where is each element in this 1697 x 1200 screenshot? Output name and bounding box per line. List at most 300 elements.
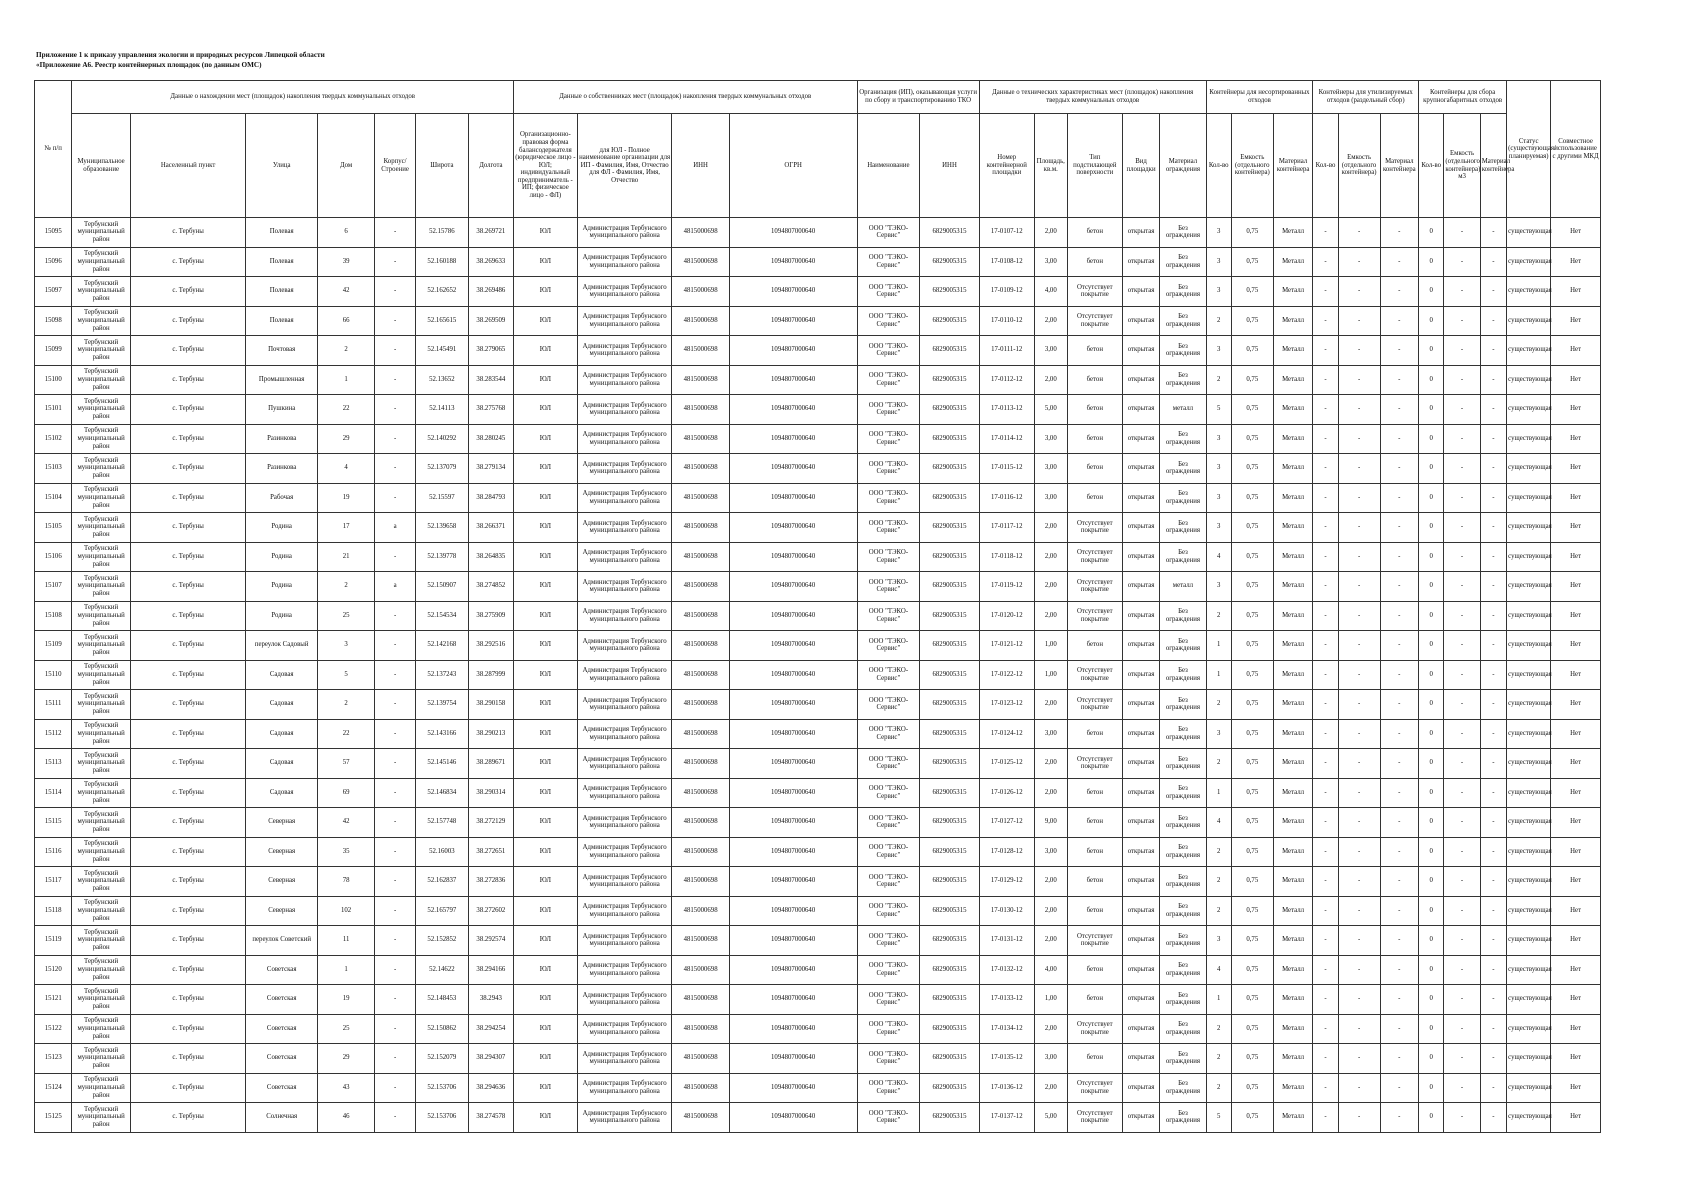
- cell-latitude: 52.160188: [415, 247, 468, 277]
- cell-site-number: 17-0130-12: [979, 896, 1034, 926]
- cell-building: а: [375, 572, 416, 602]
- cell-unsorted-volume: 0,75: [1231, 837, 1273, 867]
- cell-recycle-material: -: [1380, 424, 1419, 454]
- cell-unsorted-material: Металл: [1273, 1014, 1313, 1044]
- cell-recycle-material: -: [1380, 867, 1419, 897]
- cell-shared: Нет: [1551, 542, 1601, 572]
- cell-owner-ogrn: 1094807000640: [729, 395, 857, 425]
- cell-surface: бетон: [1067, 719, 1122, 749]
- cell-recycle-volume: -: [1338, 306, 1380, 336]
- cell-building: -: [375, 424, 416, 454]
- cell-site-number: 17-0134-12: [979, 1014, 1034, 1044]
- cell-bulky-volume: -: [1444, 837, 1480, 867]
- cell-fence: Без ограждения: [1160, 719, 1206, 749]
- cell-recycle-material: -: [1380, 719, 1419, 749]
- cell-site-number: 17-0126-12: [979, 778, 1034, 808]
- cell-recycle-volume: -: [1338, 1044, 1380, 1074]
- cell-status: существующая: [1507, 336, 1551, 366]
- cell-owner-inn: 4815000698: [672, 1073, 729, 1103]
- cell-bulky-material: -: [1480, 896, 1506, 926]
- cell-house: 57: [317, 749, 374, 779]
- cell-street: Советская: [246, 955, 318, 985]
- cell-owner-name: Администрация Тербунского муниципального района: [577, 660, 672, 690]
- cell-bulky-material: -: [1480, 454, 1506, 484]
- cell-area: 2,00: [1034, 749, 1067, 779]
- cell-owner-name: Администрация Тербунского муниципального района: [577, 690, 672, 720]
- col-site-number: Номер контейнерной площадки: [979, 114, 1034, 218]
- cell-municipality: Тербунский муниципальный район: [72, 572, 130, 602]
- cell-area: 2,00: [1034, 867, 1067, 897]
- table-row: [35, 1014, 1601, 1044]
- cell-latitude: 52.146834: [415, 778, 468, 808]
- cell-owner-inn: 4815000698: [672, 719, 729, 749]
- cell-status: существующая: [1507, 867, 1551, 897]
- cell-org-form: ЮЛ: [513, 955, 577, 985]
- cell-owner-inn: 4815000698: [672, 424, 729, 454]
- cell-operator-inn: 6829005315: [920, 513, 979, 543]
- cell-owner-name: Администрация Тербунского муниципального района: [577, 424, 672, 454]
- cell-area: 3,00: [1034, 424, 1067, 454]
- cell-bulky-volume: -: [1444, 985, 1480, 1015]
- cell-unsorted-material: Металл: [1273, 277, 1313, 307]
- cell-street: переулок Советский: [246, 926, 318, 956]
- cell-unsorted-count: 1: [1206, 660, 1231, 690]
- cell-org-form: ЮЛ: [513, 247, 577, 277]
- cell-operator-inn: 6829005315: [920, 719, 979, 749]
- cell-recycle-count: -: [1313, 1073, 1338, 1103]
- cell-site-type: открытая: [1122, 837, 1159, 867]
- cell-unsorted-count: 2: [1206, 601, 1231, 631]
- cell-recycle-count: -: [1313, 365, 1338, 395]
- cell-shared: Нет: [1551, 690, 1601, 720]
- cell-municipality: Тербунский муниципальный район: [72, 1103, 130, 1133]
- cell-owner-inn: 4815000698: [672, 1014, 729, 1044]
- cell-longitude: 38.264835: [468, 542, 513, 572]
- cell-site-number: 17-0136-12: [979, 1073, 1034, 1103]
- cell-recycle-material: -: [1380, 1014, 1419, 1044]
- cell-recycle-count: -: [1313, 749, 1338, 779]
- cell-org-form: ЮЛ: [513, 631, 577, 661]
- cell-surface: Отсутствует покрытие: [1067, 690, 1122, 720]
- cell-unsorted-volume: 0,75: [1231, 749, 1273, 779]
- cell-status: существующая: [1507, 247, 1551, 277]
- cell-bulky-material: -: [1480, 985, 1506, 1015]
- cell-latitude: 52.165797: [415, 896, 468, 926]
- table-row: [35, 926, 1601, 956]
- cell-org-form: ЮЛ: [513, 306, 577, 336]
- cell-operator-name: ООО "ТЭКО-Сервис": [857, 365, 920, 395]
- cell-org-form: ЮЛ: [513, 542, 577, 572]
- cell-latitude: 52.153706: [415, 1073, 468, 1103]
- cell-operator-inn: 6829005315: [920, 454, 979, 484]
- cell-bulky-volume: -: [1444, 719, 1480, 749]
- cell-bulky-count: 0: [1419, 837, 1444, 867]
- table-row: [35, 1103, 1601, 1133]
- cell-num: 15115: [35, 808, 72, 838]
- cell-unsorted-volume: 0,75: [1231, 778, 1273, 808]
- cell-operator-name: ООО "ТЭКО-Сервис": [857, 749, 920, 779]
- cell-longitude: 38.272602: [468, 896, 513, 926]
- cell-unsorted-count: 3: [1206, 277, 1231, 307]
- cell-surface: Отсутствует покрытие: [1067, 601, 1122, 631]
- cell-recycle-volume: -: [1338, 218, 1380, 248]
- cell-municipality: Тербунский муниципальный район: [72, 1014, 130, 1044]
- cell-num: 15112: [35, 719, 72, 749]
- cell-recycle-count: -: [1313, 896, 1338, 926]
- col-shared: Совместное использование с другими МКД: [1551, 81, 1601, 218]
- cell-shared: Нет: [1551, 454, 1601, 484]
- col-recycle-volume: Емкость (отдельного контейнера): [1338, 114, 1380, 218]
- cell-municipality: Тербунский муниципальный район: [72, 542, 130, 572]
- cell-operator-name: ООО "ТЭКО-Сервис": [857, 660, 920, 690]
- cell-fence: Без ограждения: [1160, 1073, 1206, 1103]
- cell-owner-ogrn: 1094807000640: [729, 955, 857, 985]
- cell-operator-inn: 6829005315: [920, 483, 979, 513]
- cell-num: 15118: [35, 896, 72, 926]
- cell-org-form: ЮЛ: [513, 690, 577, 720]
- cell-building: -: [375, 719, 416, 749]
- cell-house: 2: [317, 336, 374, 366]
- table-row: [35, 218, 1601, 248]
- cell-surface: Отсутствует покрытие: [1067, 749, 1122, 779]
- cell-operator-inn: 6829005315: [920, 306, 979, 336]
- cell-recycle-count: -: [1313, 454, 1338, 484]
- cell-owner-name: Администрация Тербунского муниципального района: [577, 542, 672, 572]
- cell-operator-inn: 6829005315: [920, 926, 979, 956]
- cell-owner-name: Администрация Тербунского муниципального района: [577, 454, 672, 484]
- cell-settlement: с. Тербуны: [130, 837, 246, 867]
- cell-org-form: ЮЛ: [513, 808, 577, 838]
- cell-recycle-count: -: [1313, 985, 1338, 1015]
- cell-bulky-volume: -: [1444, 454, 1480, 484]
- cell-surface: бетон: [1067, 483, 1122, 513]
- cell-bulky-count: 0: [1419, 985, 1444, 1015]
- col-num: № п/п: [35, 81, 72, 218]
- col-municipality: Муниципальное образование: [72, 114, 130, 218]
- cell-street: Советская: [246, 1073, 318, 1103]
- cell-owner-ogrn: 1094807000640: [729, 336, 857, 366]
- table-row: [35, 808, 1601, 838]
- cell-num: 15119: [35, 926, 72, 956]
- cell-num: 15120: [35, 955, 72, 985]
- cell-recycle-volume: -: [1338, 1103, 1380, 1133]
- cell-bulky-material: -: [1480, 513, 1506, 543]
- cell-surface: бетон: [1067, 808, 1122, 838]
- cell-unsorted-volume: 0,75: [1231, 454, 1273, 484]
- cell-bulky-volume: -: [1444, 483, 1480, 513]
- cell-fence: Без ограждения: [1160, 808, 1206, 838]
- cell-bulky-count: 0: [1419, 778, 1444, 808]
- col-owner-inn: ИНН: [672, 114, 729, 218]
- table-row: [35, 483, 1601, 513]
- cell-fence: Без ограждения: [1160, 837, 1206, 867]
- cell-recycle-volume: -: [1338, 955, 1380, 985]
- cell-unsorted-material: Металл: [1273, 778, 1313, 808]
- cell-owner-name: Администрация Тербунского муниципального района: [577, 985, 672, 1015]
- cell-unsorted-count: 2: [1206, 306, 1231, 336]
- cell-municipality: Тербунский муниципальный район: [72, 247, 130, 277]
- cell-longitude: 38.290314: [468, 778, 513, 808]
- cell-site-type: открытая: [1122, 955, 1159, 985]
- cell-unsorted-count: 1: [1206, 778, 1231, 808]
- cell-org-form: ЮЛ: [513, 336, 577, 366]
- cell-owner-inn: 4815000698: [672, 749, 729, 779]
- col-unsorted-material: Материал контейнера: [1273, 114, 1313, 218]
- cell-recycle-material: -: [1380, 601, 1419, 631]
- cell-bulky-material: -: [1480, 542, 1506, 572]
- cell-longitude: 38.284793: [468, 483, 513, 513]
- cell-owner-ogrn: 1094807000640: [729, 1044, 857, 1074]
- cell-owner-inn: 4815000698: [672, 1044, 729, 1074]
- cell-municipality: Тербунский муниципальный район: [72, 719, 130, 749]
- cell-house: 1: [317, 955, 374, 985]
- cell-owner-name: Администрация Тербунского муниципального района: [577, 365, 672, 395]
- cell-bulky-count: 0: [1419, 306, 1444, 336]
- table-row: [35, 1044, 1601, 1074]
- cell-operator-name: ООО "ТЭКО-Сервис": [857, 218, 920, 248]
- cell-bulky-volume: -: [1444, 690, 1480, 720]
- cell-longitude: 38.283544: [468, 365, 513, 395]
- cell-owner-ogrn: 1094807000640: [729, 985, 857, 1015]
- cell-bulky-volume: -: [1444, 660, 1480, 690]
- cell-recycle-count: -: [1313, 955, 1338, 985]
- cell-bulky-count: 0: [1419, 955, 1444, 985]
- cell-area: 3,00: [1034, 719, 1067, 749]
- cell-bulky-count: 0: [1419, 247, 1444, 277]
- cell-house: 21: [317, 542, 374, 572]
- cell-unsorted-material: Металл: [1273, 955, 1313, 985]
- cell-site-number: 17-0124-12: [979, 719, 1034, 749]
- cell-street: Разинкова: [246, 454, 318, 484]
- cell-unsorted-volume: 0,75: [1231, 955, 1273, 985]
- cell-longitude: 38.290158: [468, 690, 513, 720]
- cell-shared: Нет: [1551, 1073, 1601, 1103]
- cell-fence: Без ограждения: [1160, 690, 1206, 720]
- cell-building: -: [375, 277, 416, 307]
- cell-area: 1,00: [1034, 985, 1067, 1015]
- cell-operator-name: ООО "ТЭКО-Сервис": [857, 631, 920, 661]
- cell-area: 4,00: [1034, 955, 1067, 985]
- cell-site-number: 17-0135-12: [979, 1044, 1034, 1074]
- cell-site-type: открытая: [1122, 867, 1159, 897]
- cell-settlement: с. Тербуны: [130, 926, 246, 956]
- cell-latitude: 52.137079: [415, 454, 468, 484]
- cell-org-form: ЮЛ: [513, 218, 577, 248]
- cell-fence: Без ограждения: [1160, 365, 1206, 395]
- table-row: [35, 513, 1601, 543]
- cell-bulky-volume: -: [1444, 1014, 1480, 1044]
- cell-site-type: открытая: [1122, 218, 1159, 248]
- table-row: [35, 454, 1601, 484]
- cell-recycle-count: -: [1313, 306, 1338, 336]
- cell-recycle-volume: -: [1338, 247, 1380, 277]
- cell-building: -: [375, 454, 416, 484]
- cell-house: 3: [317, 631, 374, 661]
- cell-area: 3,00: [1034, 454, 1067, 484]
- cell-bulky-volume: -: [1444, 896, 1480, 926]
- cell-operator-name: ООО "ТЭКО-Сервис": [857, 572, 920, 602]
- cell-building: -: [375, 778, 416, 808]
- cell-status: существующая: [1507, 631, 1551, 661]
- cell-bulky-volume: -: [1444, 306, 1480, 336]
- group-owner: Данные о собственниках мест (площадок) накопления твердых коммунальных отходов: [513, 81, 857, 114]
- cell-street: Полевая: [246, 306, 318, 336]
- cell-fence: Без ограждения: [1160, 306, 1206, 336]
- cell-longitude: 38.269486: [468, 277, 513, 307]
- cell-bulky-count: 0: [1419, 483, 1444, 513]
- cell-bulky-volume: -: [1444, 631, 1480, 661]
- cell-municipality: Тербунский муниципальный район: [72, 926, 130, 956]
- cell-street: Разинкова: [246, 424, 318, 454]
- cell-site-type: открытая: [1122, 572, 1159, 602]
- cell-operator-inn: 6829005315: [920, 1073, 979, 1103]
- cell-unsorted-count: 3: [1206, 454, 1231, 484]
- table-row: [35, 572, 1601, 602]
- cell-unsorted-count: 3: [1206, 424, 1231, 454]
- cell-org-form: ЮЛ: [513, 572, 577, 602]
- cell-bulky-count: 0: [1419, 1044, 1444, 1074]
- cell-municipality: Тербунский муниципальный район: [72, 424, 130, 454]
- cell-owner-name: Администрация Тербунского муниципального района: [577, 218, 672, 248]
- cell-num: 15110: [35, 660, 72, 690]
- cell-longitude: 38.269721: [468, 218, 513, 248]
- cell-owner-name: Администрация Тербунского муниципального района: [577, 601, 672, 631]
- cell-org-form: ЮЛ: [513, 660, 577, 690]
- cell-settlement: с. Тербуны: [130, 513, 246, 543]
- cell-operator-name: ООО "ТЭКО-Сервис": [857, 808, 920, 838]
- col-bulky-volume: Емкость (отдельного контейнера) м3: [1444, 114, 1480, 218]
- col-longitude: Долгота: [468, 114, 513, 218]
- cell-municipality: Тербунский муниципальный район: [72, 218, 130, 248]
- cell-street: Полевая: [246, 218, 318, 248]
- table-row: [35, 365, 1601, 395]
- cell-settlement: с. Тербуны: [130, 601, 246, 631]
- table-row: [35, 306, 1601, 336]
- cell-bulky-volume: -: [1444, 1103, 1480, 1133]
- cell-house: 43: [317, 1073, 374, 1103]
- cell-site-number: 17-0115-12: [979, 454, 1034, 484]
- cell-street: переулок Садовый: [246, 631, 318, 661]
- cell-owner-ogrn: 1094807000640: [729, 778, 857, 808]
- cell-recycle-volume: -: [1338, 749, 1380, 779]
- cell-municipality: Тербунский муниципальный район: [72, 306, 130, 336]
- cell-latitude: 52.152079: [415, 1044, 468, 1074]
- cell-num: 15103: [35, 454, 72, 484]
- cell-owner-inn: 4815000698: [672, 985, 729, 1015]
- cell-recycle-volume: -: [1338, 778, 1380, 808]
- cell-owner-name: Администрация Тербунского муниципального района: [577, 277, 672, 307]
- cell-unsorted-volume: 0,75: [1231, 867, 1273, 897]
- cell-recycle-material: -: [1380, 336, 1419, 366]
- cell-recycle-volume: -: [1338, 1073, 1380, 1103]
- cell-operator-name: ООО "ТЭКО-Сервис": [857, 395, 920, 425]
- cell-bulky-material: -: [1480, 808, 1506, 838]
- cell-unsorted-material: Металл: [1273, 631, 1313, 661]
- cell-recycle-volume: -: [1338, 395, 1380, 425]
- cell-longitude: 38.269633: [468, 247, 513, 277]
- cell-surface: Отсутствует покрытие: [1067, 1014, 1122, 1044]
- cell-owner-name: Администрация Тербунского муниципального района: [577, 749, 672, 779]
- cell-settlement: с. Тербуны: [130, 660, 246, 690]
- cell-recycle-material: -: [1380, 955, 1419, 985]
- cell-bulky-count: 0: [1419, 1014, 1444, 1044]
- cell-municipality: Тербунский муниципальный район: [72, 896, 130, 926]
- cell-unsorted-material: Металл: [1273, 1103, 1313, 1133]
- cell-org-form: ЮЛ: [513, 1103, 577, 1133]
- cell-municipality: Тербунский муниципальный район: [72, 955, 130, 985]
- cell-bulky-count: 0: [1419, 719, 1444, 749]
- table-row: [35, 867, 1601, 897]
- cell-longitude: 38.294254: [468, 1014, 513, 1044]
- cell-house: 11: [317, 926, 374, 956]
- cell-unsorted-count: 3: [1206, 218, 1231, 248]
- cell-bulky-material: -: [1480, 365, 1506, 395]
- cell-unsorted-material: Металл: [1273, 719, 1313, 749]
- cell-unsorted-count: 2: [1206, 837, 1231, 867]
- cell-settlement: с. Тербуны: [130, 365, 246, 395]
- cell-shared: Нет: [1551, 631, 1601, 661]
- cell-bulky-count: 0: [1419, 218, 1444, 248]
- cell-operator-inn: 6829005315: [920, 277, 979, 307]
- cell-fence: Без ограждения: [1160, 926, 1206, 956]
- cell-recycle-material: -: [1380, 542, 1419, 572]
- cell-bulky-volume: -: [1444, 867, 1480, 897]
- cell-status: существующая: [1507, 955, 1551, 985]
- cell-recycle-count: -: [1313, 631, 1338, 661]
- cell-longitude: 38.279065: [468, 336, 513, 366]
- cell-municipality: Тербунский муниципальный район: [72, 1073, 130, 1103]
- cell-longitude: 38.274852: [468, 572, 513, 602]
- table-row: [35, 749, 1601, 779]
- cell-bulky-material: -: [1480, 867, 1506, 897]
- cell-unsorted-volume: 0,75: [1231, 985, 1273, 1015]
- cell-settlement: с. Тербуны: [130, 454, 246, 484]
- cell-recycle-volume: -: [1338, 542, 1380, 572]
- cell-bulky-material: -: [1480, 837, 1506, 867]
- cell-longitude: 38.280245: [468, 424, 513, 454]
- cell-operator-name: ООО "ТЭКО-Сервис": [857, 926, 920, 956]
- group-unsorted: Контейнеры для несортированных отходов: [1206, 81, 1313, 114]
- cell-owner-ogrn: 1094807000640: [729, 690, 857, 720]
- cell-site-type: открытая: [1122, 808, 1159, 838]
- cell-owner-name: Администрация Тербунского муниципального района: [577, 572, 672, 602]
- cell-status: существующая: [1507, 690, 1551, 720]
- cell-latitude: 52.140292: [415, 424, 468, 454]
- cell-org-form: ЮЛ: [513, 867, 577, 897]
- cell-municipality: Тербунский муниципальный район: [72, 631, 130, 661]
- cell-owner-name: Администрация Тербунского муниципального района: [577, 896, 672, 926]
- cell-recycle-count: -: [1313, 660, 1338, 690]
- cell-recycle-count: -: [1313, 424, 1338, 454]
- cell-latitude: 52.143166: [415, 719, 468, 749]
- cell-bulky-volume: -: [1444, 336, 1480, 366]
- cell-owner-inn: 4815000698: [672, 365, 729, 395]
- table-row: [35, 985, 1601, 1015]
- cell-fence: Без ограждения: [1160, 631, 1206, 661]
- cell-status: существующая: [1507, 1044, 1551, 1074]
- cell-unsorted-volume: 0,75: [1231, 277, 1273, 307]
- cell-shared: Нет: [1551, 1103, 1601, 1133]
- cell-num: 15098: [35, 306, 72, 336]
- cell-surface: Отсутствует покрытие: [1067, 572, 1122, 602]
- cell-fence: Без ограждения: [1160, 454, 1206, 484]
- cell-operator-name: ООО "ТЭКО-Сервис": [857, 690, 920, 720]
- cell-owner-inn: 4815000698: [672, 896, 729, 926]
- cell-recycle-material: -: [1380, 572, 1419, 602]
- cell-site-type: открытая: [1122, 424, 1159, 454]
- cell-settlement: с. Тербуны: [130, 306, 246, 336]
- cell-recycle-count: -: [1313, 572, 1338, 602]
